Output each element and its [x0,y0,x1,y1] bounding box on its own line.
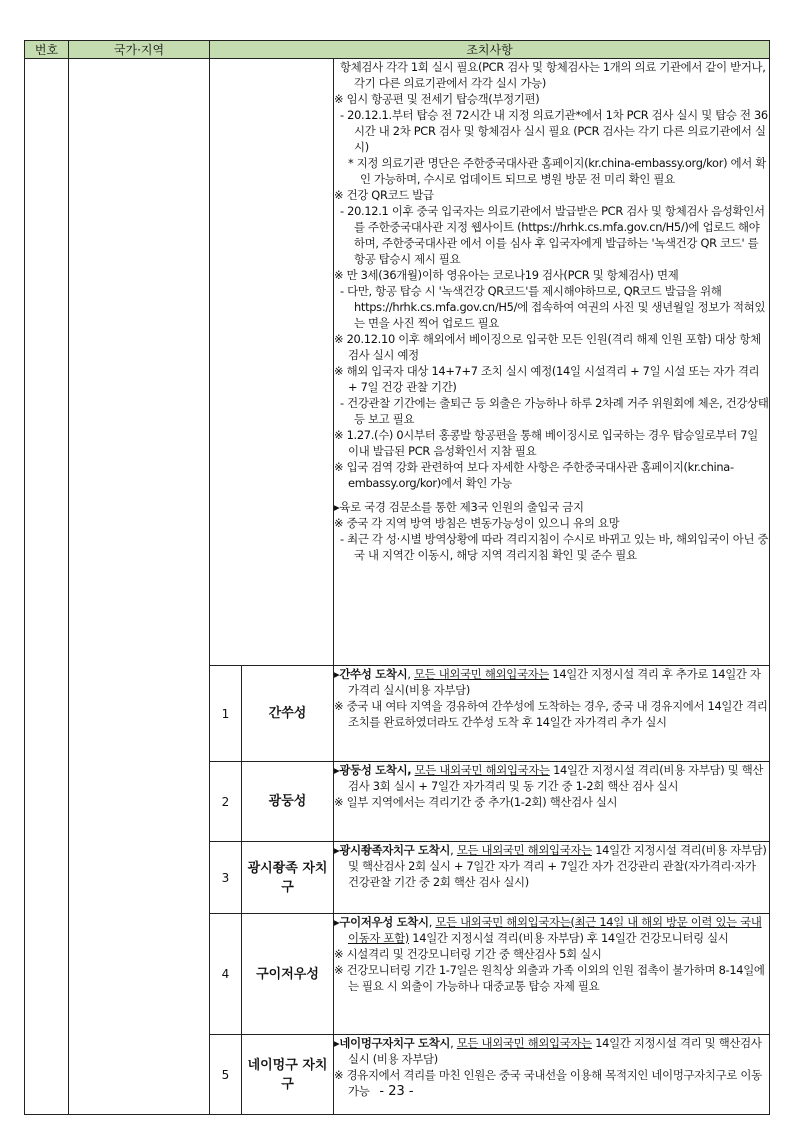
header-country: 국가·지역 [69,41,210,59]
region-measures [334,1035,770,1115]
region-number: 2 [210,762,242,842]
region-name: 광시좡족 자치구 [242,842,334,914]
region-note: ※ 시설격리 및 건강모니터링 기간 중 핵산검사 5회 실시 [334,947,602,961]
header-measures: 조치사항 [210,41,770,59]
region-lead-line [334,842,769,890]
marker: ▸ [334,763,340,777]
measure-line: - 건강관찰 기간에는 출퇴근 등 외출은 가능하나 하루 2차례 거주 위원회에 체온, 건강상태 등 보고 필요 [340,396,769,426]
marker: ▸ [334,915,340,929]
lead-rest: 14일간 지정시설 격리(비용 자부담) 및 핵산검사 3회 실시 + 7일간 자가격리 및 동 기간 중 1-2회 핵산 검사 실시 [348,763,764,793]
measure-line: - 최근 각 성·시별 방역상황에 따라 격리지침이 수시로 바뀌고 있는 바, 해외입국이 아닌 중국 내 지역간 이동시, 해당 지역 격리지침 확인 및 준수 필요 [340,532,769,562]
region-lead-line [334,762,769,794]
region-note: ※ 경유지에서 격리를 마친 인원은 중국 국내선을 이용해 목적지인 네이멍구자치구로 이동 가능 [334,1068,762,1098]
region-lead-line [334,914,769,946]
region-arrival-label: 구이저우성 도착시 [339,915,429,929]
region-note: ※ 건강모니터링 기간 1-7일은 원칙상 외출과 가족 이외의 인원 접촉이 불가하며 8-14일에는 필요 시 외출이 가능하나 대중교통 탑승 자제 필요 [334,963,765,993]
region-name: 구이저우성 [242,914,334,1035]
measure-line: ※ 1.27.(수) 0시부터 홍콩발 항공편을 통해 베이징시로 입국하는 경우 탑승일로부터 7일 이내 발급된 PCR 음성확인서 지참 필요 [334,428,758,458]
underlined-subject: 모든 내외국민 해외입국자는 [413,667,550,681]
region-measures [334,666,770,762]
measure-line: ※ 임시 항공편 및 전세기 탑승객(부정기편) [334,92,540,106]
measure-line: ▸육로 국경 검문소를 통한 제3국 인원의 출입국 금지 [334,500,584,514]
measure-line: ※ 중국 각 지역 방역 방침은 변동가능성이 있으니 유의 요망 [334,516,620,530]
marker: ▸ [334,1036,340,1050]
measure-line: 항체검사 각각 1회 실시 필요(PCR 검사 및 항체검사는 1개의 의료 기관에서 같이 받거나, 각기 다른 의료기관에서 각각 실시 가능) [340,60,766,90]
measure-line: - 20.12.1 이후 중국 입국자는 의료기관에서 발급받은 PCR 검사 및 항체검사 음성확인서를 주한중국대사관 지정 웹사이트 (https://hrhk.cs.mfa.gov.cn/H5/)에 업로드 해야 하며, 주한중국대사관 에서 이를 심사 후 입국자에게 발급하는 '녹색건강 QR 코드' 를 항공 탑승시 제시 필요 [340,204,765,266]
separator: , [450,843,457,857]
header-no: 번호 [25,41,69,59]
country-cell [69,59,210,1115]
region-lead-line [334,1035,769,1067]
measure-line: * 지정 의료기관 명단은 주한중국대사관 홈페이지(kr.china-embassy.org/kor) 에서 확인 가능하며, 수시로 업데이트 되므로 병원 방문 전 미리 확인 필요 [348,156,766,186]
marker: ▸ [334,843,340,857]
region-note: ※ 중국 내 여타 지역을 경유하여 간쑤성에 도착하는 경우, 중국 내 경유지에서 14일간 격리조치를 완료하였더라도 간쑤성 도착 후 14일간 자가격리 추가 실시 [334,699,768,729]
measure-line: ※ 20.12.10 이후 해외에서 베이징으로 입국한 모든 인원(격리 해제 인원 포함) 대상 항체 검사 실시 예정 [334,332,761,362]
underlined-subject: 모든 내외국민 해외입국자는 [456,1036,592,1050]
table-header-row [25,41,770,59]
region-number: 5 [210,1035,242,1115]
measure-line: ※ 입국 검역 강화 관련하여 보다 자세한 사항은 주한중국대사관 홈페이지(kr.china-embassy.org/kor)에서 확인 가능 [334,460,734,490]
separator: , [450,1036,457,1050]
region-arrival-label: 네이멍구자치구 도착시 [339,1036,451,1050]
measure-line: ※ 해외 입국자 대상 14+7+7 조치 실시 예정(14일 시설격리 + 7일 시설 또는 자가 격리 + 7일 건강 관찰 기간) [334,364,760,394]
region-name: 광둥성 [242,762,334,842]
region-arrival-label: 광둥성 도착시, [339,763,412,777]
region-number: 1 [210,666,242,762]
region-measures [334,842,770,914]
measure-line: ※ 건강 QR코드 발급 [334,188,434,202]
measure-line: - 다만, 항공 탑승 시 '녹색건강 QR코드'를 제시해야하므로, QR코드 발급을 위해 https://hrhk.cs.mfa.gov.cn/H5/에 접속하여 여권의 사진 및 생년월일 정보가 적혀있는 면을 사진 찍어 업로드 필요 [340,284,766,330]
measure-line: ※ 만 3세(36개월)이하 영유아는 코로나19 검사(PCR 및 항체검사) 면제 [334,268,679,282]
separator: , [428,915,436,929]
lead-rest: 14일간 지정시설 격리 후 추가로 14일간 자가격리 실시(비용 자부담) [348,667,761,697]
marker: ▸ [334,667,340,681]
region-arrival-label: 간쑤성 도착시 [339,667,408,681]
general-measures-cell [334,59,770,666]
region-measures [334,914,770,1035]
measures-table [24,40,770,1115]
region-note: ※ 일부 지역에서는 격리기간 중 추가(1-2회) 핵산검사 실시 [334,795,618,809]
intro-measures [334,59,769,491]
measure-line: - 20.12.1.부터 탑승 전 72시간 내 지정 의료기관*에서 1차 PCR 검사 실시 및 탑승 전 36시간 내 2차 PCR 검사 및 항체검사 실시 필요 (PCR 검사는 각기 다른 의료기관에서 실시) [340,108,768,154]
underlined-subject: 모든 내외국민 해외입국자는 [456,843,592,857]
lead-rest: 14일간 지정시설 격리(비용 자부담) 및 핵산검사 2회 실시 + 7일간 자가 격리 + 7일간 자가 건강관리 관찰(자가격리·자가 건강관찰 기간 중 2회 핵산 검사 실시) [348,843,767,889]
blank-region-cell [210,59,334,666]
region-name: 네이멍구 자치구 [242,1035,334,1115]
underlined-subject: 모든 내외국민 해외입국자는 [414,763,550,777]
region-number: 4 [210,914,242,1035]
lead-rest: 14일간 지정시설 격리(비용 자부담) 후 14일간 건강모니터링 실시 [408,931,729,945]
general-row [25,59,770,666]
general-measures [334,499,769,563]
region-lead-line [334,666,769,698]
region-name: 간쑤성 [242,666,334,762]
underlined-subject: 모든 내외국민 해외입국자는(최근 14일 내 해외 방문 이력 있는 국내 이동자 포함) [348,915,762,945]
separator: , [407,667,414,681]
row-no-cell [25,59,69,1115]
region-measures [334,762,770,842]
region-number: 3 [210,842,242,914]
lead-rest: 14일간 지정시설 격리 및 핵산검사 실시 (비용 자부담) [348,1036,762,1066]
region-arrival-label: 광시좡족자치구 도착시 [339,843,451,857]
page-number: - 23 - [379,1084,414,1099]
